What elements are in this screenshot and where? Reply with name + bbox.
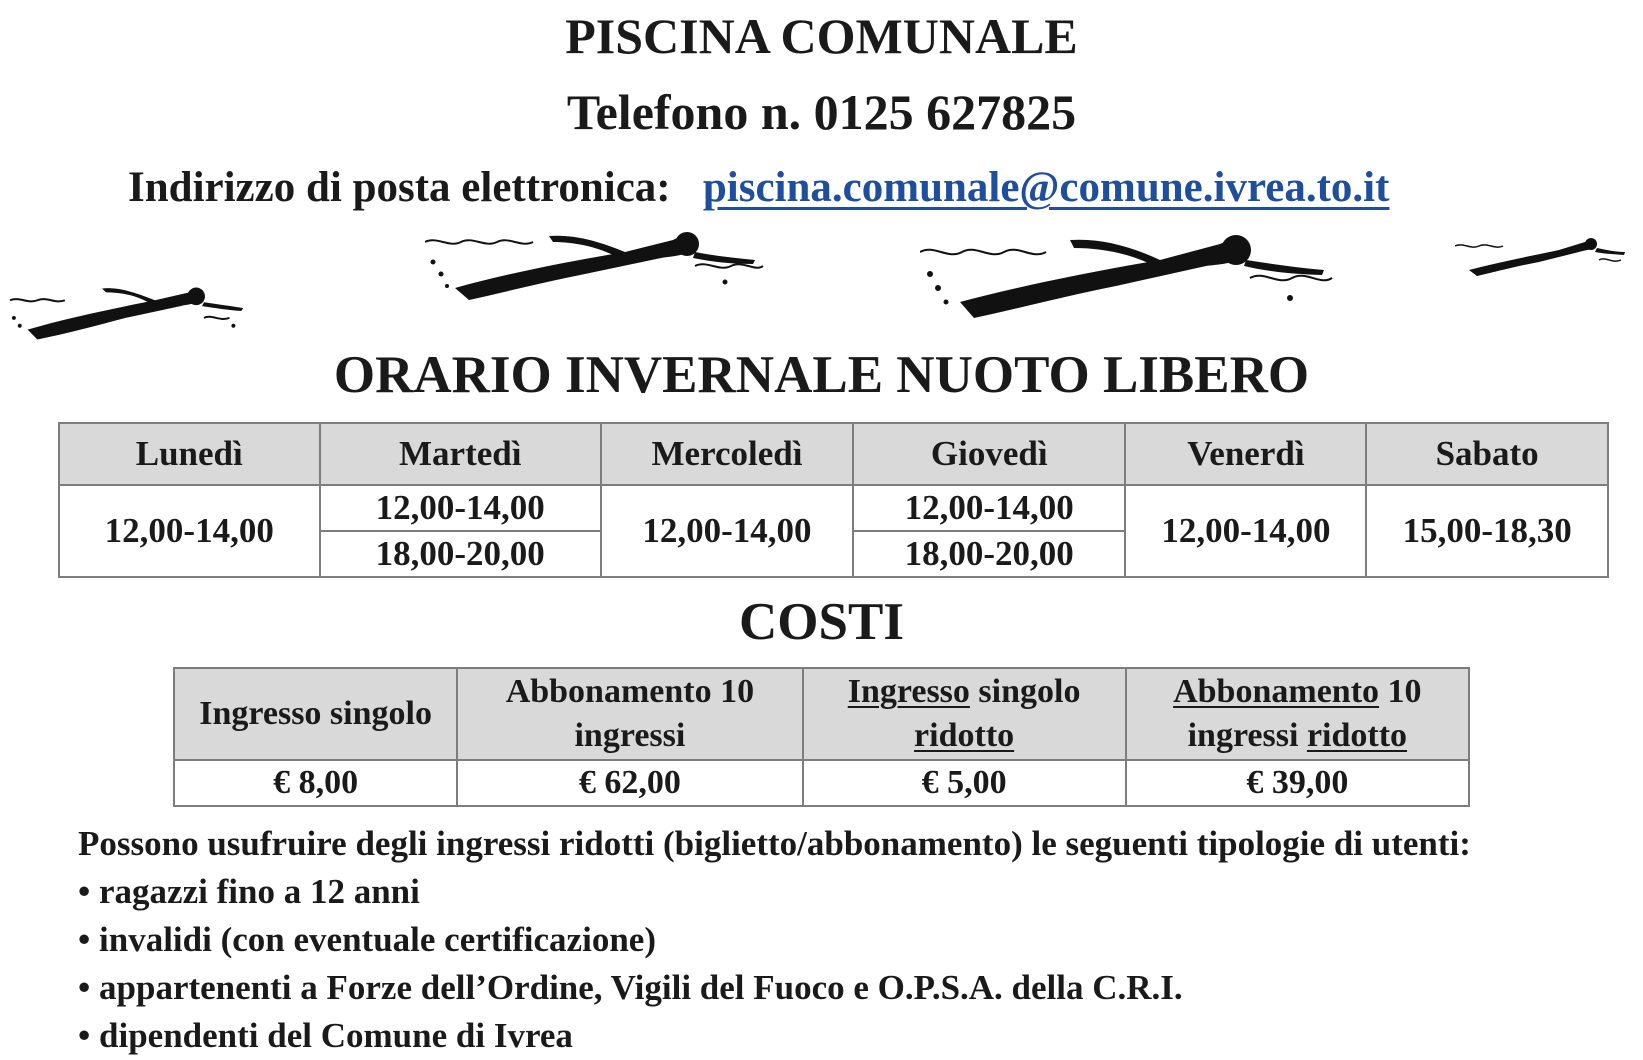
notes-intro: Possono usufruire degli ingressi ridotti (biglietto/abbonamento) le seguenti tipologie di utenti: bbox=[78, 824, 1471, 863]
swimmer-icon bbox=[425, 222, 765, 308]
email-label: Indirizzo di posta elettronica: bbox=[128, 164, 671, 211]
time-slot: 12,00-14,00 bbox=[320, 485, 601, 531]
swimmer-icon bbox=[8, 278, 253, 348]
list-item: • dipendenti del Comune di Ivrea bbox=[78, 1012, 1471, 1060]
cost-header bbox=[174, 668, 457, 760]
cost-header-line1: Ingresso bbox=[847, 673, 970, 710]
price-cell: € 39,00 bbox=[1126, 760, 1469, 806]
email-link[interactable]: piscina.comunale@comune.ivrea.to.it bbox=[702, 164, 1390, 211]
day-header: Venerdì bbox=[1125, 423, 1366, 485]
cost-header-line1: Abbonamento bbox=[1173, 673, 1380, 710]
list-item: • invalidi (con eventuale certificazione) bbox=[78, 916, 1471, 964]
day-header: Giovedì bbox=[853, 423, 1125, 485]
schedule-title: ORARIO INVERNALE NUOTO LIBERO bbox=[333, 346, 1310, 404]
costs-title: COSTI bbox=[739, 593, 904, 651]
swimmer-icon bbox=[1455, 232, 1630, 282]
cost-header: Ingresso singolo ridotto bbox=[803, 668, 1126, 760]
email-line bbox=[128, 158, 1389, 218]
cost-header: Abbonamento 10 ingressi ridotto bbox=[1126, 668, 1469, 760]
list-item: • ragazzi fino a 12 anni bbox=[78, 868, 1471, 916]
costs-table bbox=[173, 667, 1470, 807]
cost-header bbox=[457, 668, 802, 760]
day-header: Martedì bbox=[320, 423, 601, 485]
eligible-users-list bbox=[78, 868, 1471, 1060]
time-slot: 12,00-14,00 bbox=[853, 485, 1125, 531]
time-slot: 12,00-14,00 bbox=[59, 485, 320, 577]
reduced-entry-notes bbox=[78, 820, 1471, 1060]
list-item: • appartenenti a Forze dell’Ordine, Vigili del Fuoco e O.P.S.A. della C.R.I. bbox=[78, 964, 1471, 1012]
time-slot: 18,00-20,00 bbox=[320, 531, 601, 577]
price-cell: € 62,00 bbox=[457, 760, 802, 806]
time-slot: 12,00-14,00 bbox=[601, 485, 853, 577]
day-header: Mercoledì bbox=[601, 423, 853, 485]
day-header: Lunedì bbox=[59, 423, 320, 485]
time-slot: 15,00-18,30 bbox=[1366, 485, 1608, 577]
price-cell: € 5,00 bbox=[803, 760, 1126, 806]
cost-header-line2: ridotto bbox=[1306, 717, 1408, 754]
day-header: Sabato bbox=[1366, 423, 1608, 485]
cost-header-line1: Abbonamento 10 bbox=[505, 673, 755, 710]
time-slot: 18,00-20,00 bbox=[853, 531, 1125, 577]
schedule-table bbox=[58, 422, 1609, 578]
time-slot: 12,00-14,00 bbox=[1125, 485, 1366, 577]
price-cell: € 8,00 bbox=[174, 760, 457, 806]
cost-header-line2: ridotto bbox=[914, 717, 1015, 754]
page-title: PISCINA COMUNALE bbox=[565, 8, 1078, 64]
cost-header-line1: Ingresso singolo bbox=[199, 695, 432, 732]
cost-header-line2: ingressi bbox=[574, 717, 686, 754]
swimmer-icon bbox=[920, 222, 1335, 327]
phone-number: Telefono n. 0125 627825 bbox=[566, 84, 1077, 140]
